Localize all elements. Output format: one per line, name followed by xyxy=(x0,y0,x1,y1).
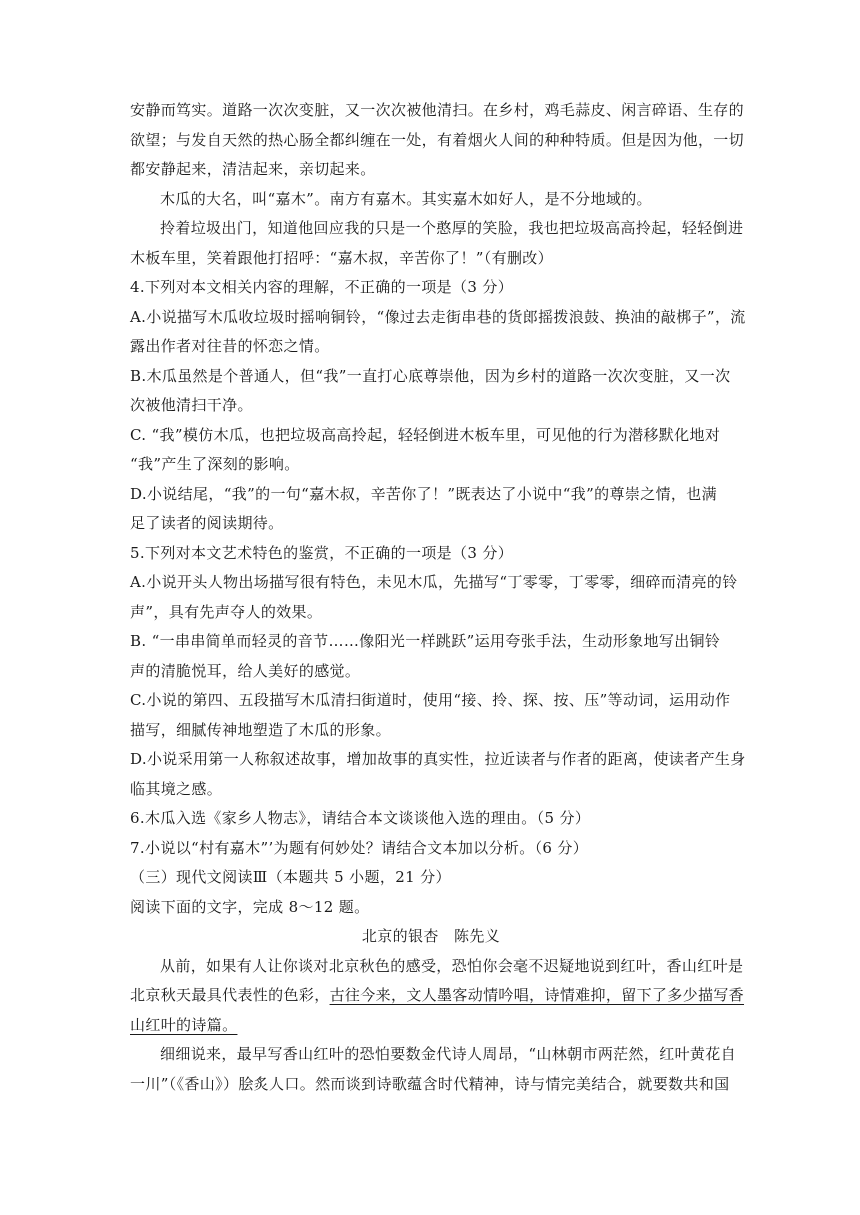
option-d-cont: 足了读者的阅读期待。 xyxy=(130,514,284,532)
paragraph-line: 细细说来，最早写香山红叶的恐怕要数金代诗人周昂，“山林朝市两茫然，红叶黄花自 xyxy=(160,1045,736,1063)
question-7: 7.小说以“村有嘉木”’为题有何妙处？请结合文本加以分析。（6 分） xyxy=(130,838,589,857)
paragraph-line: 从前，如果有人让你谈对北京秋色的感受，恐怕你会毫不迟疑地说到红叶，香山红叶是 xyxy=(160,956,744,975)
option-d: D.小说结尾，“我”的一句“嘉木叔，辛苦你了！”既表达了小说中“我”的尊崇之情，也满 xyxy=(130,484,717,503)
text-line: 都安静起来，清洁起来，亲切起来。 xyxy=(130,160,376,178)
option-a-cont: 声”，具有先声夺人的效果。 xyxy=(130,602,323,621)
document-page xyxy=(130,96,746,1099)
underlined-text: 古往今来，文人墨客动情吟唱，诗情难抑，留下了多少描写香 xyxy=(329,986,745,1004)
question-6: 6.木瓜入选《家乡人物志》，请结合本文谈谈他入选的理由。（5 分） xyxy=(130,809,591,827)
section-heading: （三）现代文阅读Ⅲ（本题共 5 小题，21 分） xyxy=(130,868,451,886)
text-line xyxy=(130,981,745,1011)
question-5: 5.下列对本文艺术特色的鉴赏，不正确的一项是（3 分） xyxy=(130,543,514,562)
plain-text: 北京秋天最具代表性的色彩， xyxy=(130,986,330,1004)
paragraph-line: 拎着垃圾出门，知道他回应我的只是一个憨厚的笑脸，我也把垃圾高高拎起，轻轻倒进 xyxy=(160,219,744,237)
option-b-cont: 次被他清扫干净。 xyxy=(130,396,253,414)
option-a: A.小说开头人物出场描写很有特色，未见木瓜，先描写“丁零零，丁零零，细碎而清亮的铃 xyxy=(130,573,738,591)
option-c-cont: “我”产生了深刻的影响。 xyxy=(130,455,300,473)
paragraph-line: 木瓜的大名，叫“嘉木”。南方有嘉木。其实嘉木如好人，是不分地域的。 xyxy=(160,189,652,208)
text-line: 欲望；与发自天然的热心肠全都纠缠在一处，有着烟火人间的种种特质。但是因为他，一切 xyxy=(130,130,745,149)
option-d: D.小说采用第一人称叙述故事，增加故事的真实性，拉近读者与作者的距离，使读者产生身 xyxy=(130,750,746,768)
section-instruction: 阅读下面的文字，完成 8～12 题。 xyxy=(130,897,370,916)
text-line: 安静而笃实。道路一次次变脏，又一次次被他清扫。在乡村，鸡毛蒜皮、闲言碎语、生存的 xyxy=(130,101,745,119)
option-b: B.木瓜虽然是个普通人，但“我”一直打心底尊崇他，因为乡村的道路一次次变脏，又一次 xyxy=(130,366,731,385)
option-a-cont: 露出作者对往昔的怀恋之情。 xyxy=(130,337,330,355)
option-b: B. “一串串简单而轻灵的音节……像阳光一样跳跃”运用夸张手法，生动形象地写出铜铃 xyxy=(130,632,721,650)
option-c: C.小说的第四、五段描写木瓜清扫街道时，使用“接、拎、探、按、压”等动词，运用动作 xyxy=(130,691,731,709)
option-c-cont: 描写，细腻传神地塑造了木瓜的形象。 xyxy=(130,720,391,739)
text-line: 一川”（《香山》）脍炙人口。然而谈到诗歌蕴含时代精神，诗与情完美结合，就要数共和国 xyxy=(130,1074,730,1093)
option-b-cont: 声的清脆悦耳，给人美好的感觉。 xyxy=(130,661,361,680)
text-line xyxy=(130,1011,732,1041)
option-a: A.小说描写木瓜收垃圾时摇响铜铃，“像过去走街串巷的货郎摇拨浪鼓、换油的敲梆子”，流 xyxy=(130,307,746,326)
option-d-cont: 临其境之感。 xyxy=(130,779,223,798)
question-4: 4.下列对本文相关内容的理解，不正确的一项是（3 分） xyxy=(130,278,514,296)
article-title: 北京的银杏 陈先义 xyxy=(361,927,501,945)
option-c: C. “我”模仿木瓜，也把垃圾高高拎起，轻轻倒进木板车里，可见他的行为潜移默化地对 xyxy=(130,425,721,444)
underlined-text: 山红叶的诗篇。 xyxy=(130,1015,238,1034)
text-line: 木板车里，笑着跟他打招呼：“嘉木叔，辛苦你了！”（有删改） xyxy=(130,248,553,267)
